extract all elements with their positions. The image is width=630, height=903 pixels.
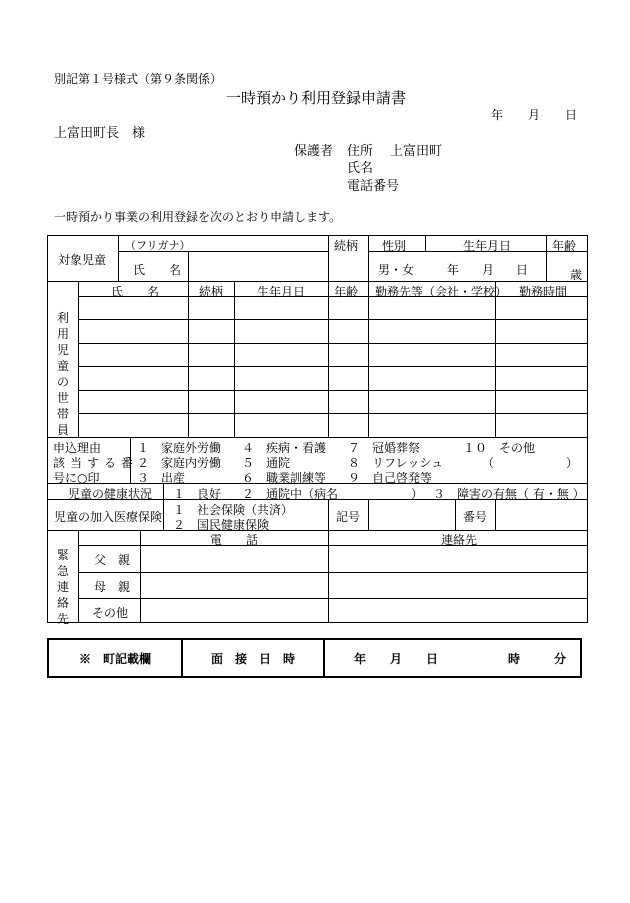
guardian-phone-label: 電話番号	[347, 179, 400, 194]
office-month-label: 月	[389, 651, 402, 666]
reason-option-5: ５ 通院	[242, 456, 291, 470]
health-option-3: ３ 障害の有無（ 有・無 ）	[433, 487, 585, 501]
insurance-label: 児童の加入医療保険	[54, 510, 163, 524]
office-day-label: 日	[425, 651, 438, 666]
reason-other-paren-open: （	[482, 456, 495, 470]
emergency-mother: 母 親	[94, 580, 131, 594]
health-option-1: １ 良好	[173, 487, 222, 501]
reason-option-10: １０ その他	[463, 441, 536, 455]
emergency-father: 父 親	[94, 553, 131, 567]
child-label: 対象児童	[58, 253, 107, 267]
household-hours-header: 勤務時間	[519, 285, 568, 299]
sex-options: 男・女	[378, 263, 415, 277]
health-paren-close: ）	[411, 487, 424, 501]
household-age-header: 年齢	[334, 285, 359, 299]
child-relation-label: 続柄	[334, 239, 359, 253]
address-label: 住所	[347, 144, 374, 159]
addressee: 上富田町長 様	[54, 126, 146, 141]
household-label: 利用児童の世帯員	[56, 311, 69, 437]
reason-option-2: ２ 家庭内労働	[137, 456, 222, 470]
guardian-label: 保護者	[294, 144, 334, 159]
reason-label-2: 該当する番	[53, 456, 139, 470]
health-label: 児童の健康状況	[68, 487, 153, 501]
child-birthdate-label: 生年月日	[463, 239, 512, 253]
date-year-label: 年	[491, 108, 504, 122]
office-year-label: 年	[353, 651, 366, 666]
intro-text: 一時預かり事業の利用登録を次のとおり申請します。	[54, 210, 342, 224]
reason-option-7: ７ 冠婚葬祭	[348, 441, 421, 455]
birth-year-label: 年	[447, 263, 460, 277]
reason-option-4: ４ 疾病・看護	[242, 441, 327, 455]
emergency-label: 緊急連絡先	[56, 548, 69, 626]
date-day-label: 日	[565, 108, 578, 122]
insurance-number-label: 番号	[463, 510, 488, 524]
emergency-contact-header: 連絡先	[441, 533, 478, 547]
office-hour-label: 時	[507, 651, 520, 666]
age-unit: 歳	[570, 268, 583, 282]
interview-datetime-label: 面 接 日 時	[210, 651, 295, 666]
birth-day-label: 日	[516, 263, 529, 277]
child-age-label: 年齢	[552, 239, 577, 253]
child-sex-label: 性別	[382, 239, 407, 253]
household-relation-header: 続柄	[199, 285, 224, 299]
office-use-label: ※ 町記載欄	[78, 651, 151, 666]
emergency-other: その他	[92, 606, 129, 620]
reason-option-8: ８ リフレッシュ	[348, 456, 444, 470]
emergency-phone-header: 電 話	[210, 533, 259, 547]
reason-option-9: ９ 自己啓発等	[348, 471, 433, 485]
form-number: 別記第１号様式（第９条関係）	[54, 72, 223, 86]
insurance-symbol-label: 記号	[336, 510, 361, 524]
insurance-option-2: ２ 国民健康保険	[173, 518, 270, 532]
address-value: 上富田町	[390, 144, 443, 159]
page-title: 一時預かり利用登録申請書	[226, 89, 407, 107]
reason-label: 申込理由	[53, 441, 102, 455]
reason-option-3: ３ 出産	[137, 471, 186, 485]
household-birth-header: 生年月日	[257, 285, 306, 299]
household-name-header: 氏 名	[111, 285, 160, 299]
household-work-header: 勤務先等（会社・学校）	[375, 285, 508, 299]
reason-other-paren-close: ）	[566, 456, 579, 470]
birth-month-label: 月	[482, 263, 495, 277]
guardian-name-label: 氏名	[347, 161, 374, 176]
health-option-2: ２ 通院中（病名	[242, 487, 339, 501]
reason-label-3: 号に○印	[53, 471, 100, 485]
furigana-label: （フリガナ）	[125, 239, 191, 252]
reason-option-6: ６ 職業訓練等	[242, 471, 327, 485]
office-use-box	[47, 638, 582, 678]
child-name-label: 氏 名	[133, 263, 182, 277]
office-minute-label: 分	[553, 651, 566, 666]
date-month-label: 月	[528, 108, 541, 122]
insurance-option-1: １ 社会保険（共済）	[173, 503, 294, 517]
reason-option-1: １ 家庭外労働	[137, 441, 222, 455]
